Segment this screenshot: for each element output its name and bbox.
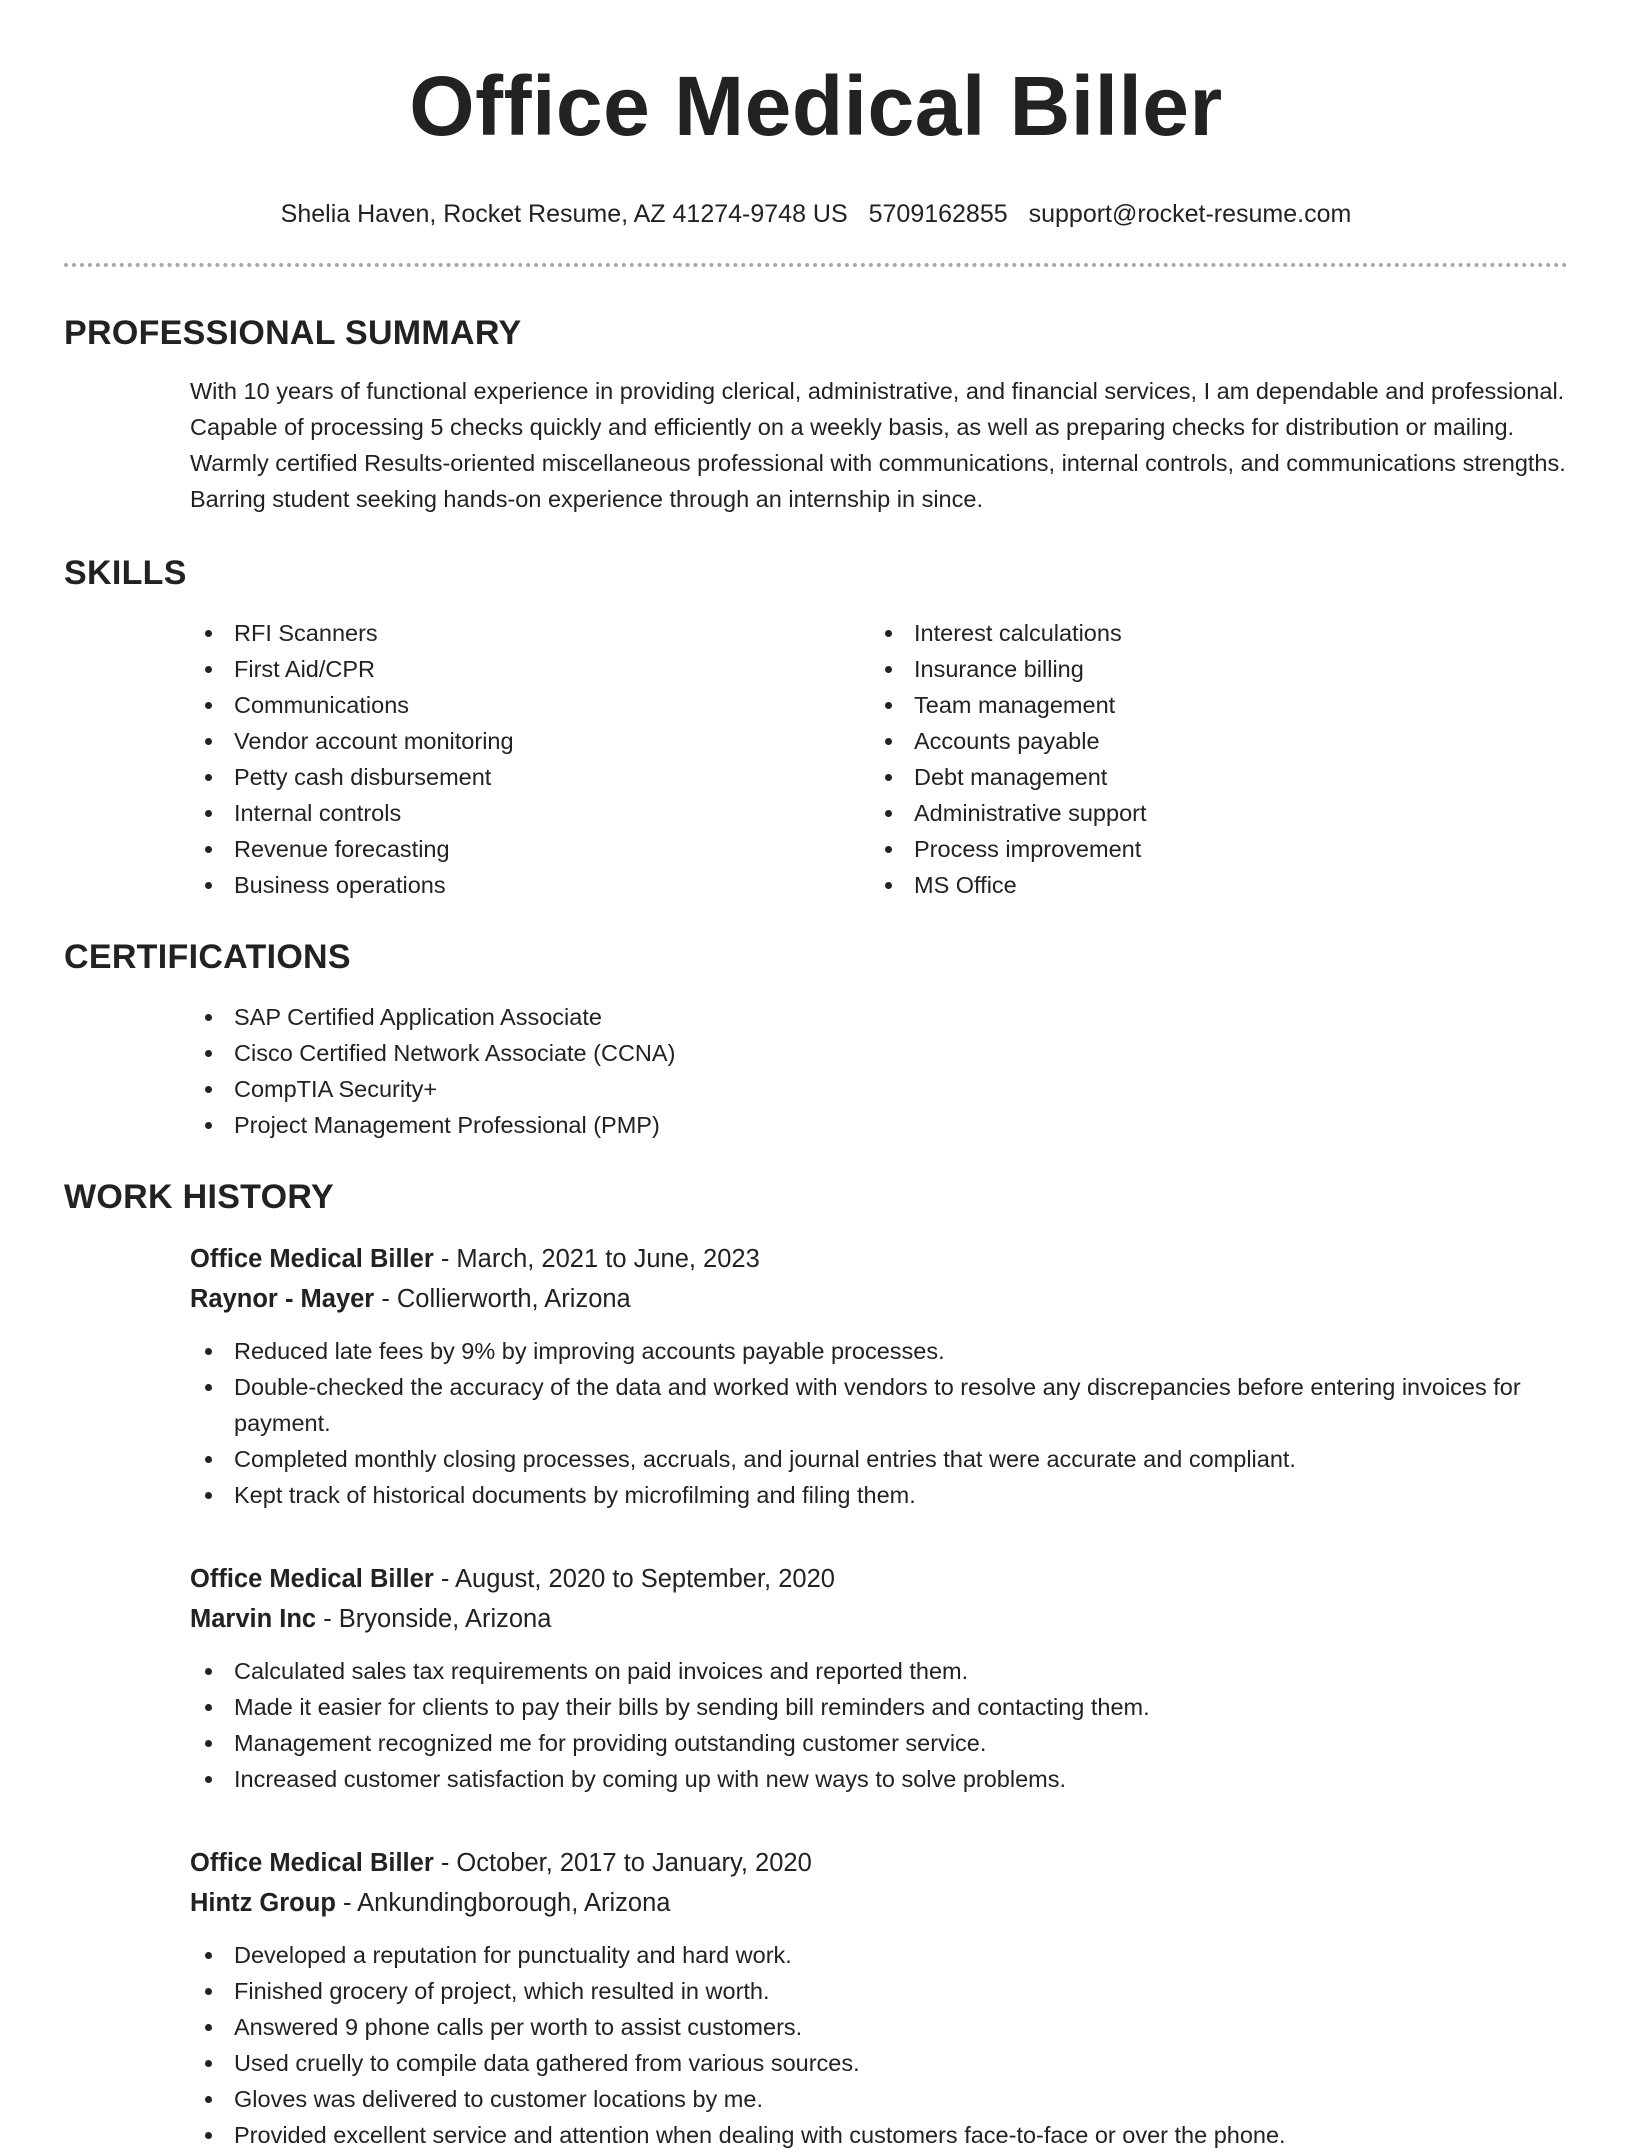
job-title: Office Medical Biller (190, 1565, 434, 1593)
job-bullet: Increased customer satisfaction by coming up with new ways to solve problems. (190, 1761, 1568, 1797)
job-bullet: Completed monthly closing processes, accruals, and journal entries that were accurate and compliant. (190, 1441, 1568, 1477)
job-entry (190, 1843, 1568, 2153)
skill-item: Revenue forecasting (190, 831, 870, 867)
job-bullet: Reduced late fees by 9% by improving accounts payable processes. (190, 1333, 1568, 1369)
certification-item: CompTIA Security+ (190, 1071, 1568, 1107)
job-bullet: Calculated sales tax requirements on paid invoices and reported them. (190, 1653, 1568, 1689)
skill-item: Process improvement (870, 831, 1550, 867)
work-history-heading: WORK HISTORY (64, 1178, 334, 1216)
job-entry (190, 1239, 1568, 1513)
certification-item: Project Management Professional (PMP) (190, 1107, 1568, 1143)
job-bullets (190, 1653, 1568, 1797)
skills-left-column (190, 615, 870, 903)
job-location: - Ankundingborough, Arizona (335, 1889, 671, 1917)
job-dates: - October, 2017 to January, 2020 (433, 1849, 812, 1877)
skill-item: Internal controls (190, 795, 870, 831)
skill-item: Vendor account monitoring (190, 723, 870, 759)
certifications-list (190, 999, 1568, 1143)
job-bullet: Provided excellent service and attention when dealing with customers face-to-face or over the phone. (190, 2117, 1568, 2153)
skill-item: Team management (870, 687, 1550, 723)
contact-phone: 5709162855 (868, 200, 1008, 228)
skill-item: Accounts payable (870, 723, 1550, 759)
job-title-line (190, 1239, 1568, 1279)
job-company-line (190, 1883, 1568, 1923)
skill-item: Petty cash disbursement (190, 759, 870, 795)
job-dates: - August, 2020 to September, 2020 (433, 1565, 835, 1593)
contact-email: support@rocket-resume.com (1028, 200, 1352, 228)
skill-item: RFI Scanners (190, 615, 870, 651)
skill-item: Insurance billing (870, 651, 1550, 687)
summary-text: With 10 years of functional experience in providing clerical, administrative, and financial services, I am dependable and professional. Capable of processing 5 checks quickly and efficiently on a weekly basis, as well as preparing checks for distribution or mailing. Warmly certified Results-oriented miscellaneous professional with communications, internal controls, and communications strengths. Barring student seeking hands-on experience through an internship in since. (190, 378, 1566, 512)
job-company: Hintz Group (190, 1889, 336, 1917)
summary-heading: PROFESSIONAL SUMMARY (64, 314, 522, 352)
skill-item: Debt management (870, 759, 1550, 795)
job-title-line (190, 1559, 1568, 1599)
certification-item: Cisco Certified Network Associate (CCNA) (190, 1035, 1568, 1071)
job-title: Office Medical Biller (190, 1245, 434, 1273)
contact-address: Shelia Haven, Rocket Resume, AZ 41274-9748 US (280, 200, 848, 228)
contact-line (64, 198, 1568, 230)
job-bullet: Finished grocery of project, which resulted in worth. (190, 1973, 1568, 2009)
job-entry (190, 1559, 1568, 1797)
skills-heading: SKILLS (64, 554, 187, 592)
certifications-heading: CERTIFICATIONS (64, 938, 351, 976)
skill-item: Business operations (190, 867, 870, 903)
job-bullets (190, 1333, 1568, 1513)
resume-title: Office Medical Biller (409, 59, 1223, 153)
job-title: Office Medical Biller (190, 1849, 434, 1877)
skill-item: First Aid/CPR (190, 651, 870, 687)
job-bullet: Management recognized me for providing outstanding customer service. (190, 1725, 1568, 1761)
job-location: - Collierworth, Arizona (374, 1285, 631, 1313)
job-bullet: Gloves was delivered to customer locations by me. (190, 2081, 1568, 2117)
job-title-line (190, 1843, 1568, 1883)
skills-grid (190, 615, 1568, 903)
skill-item: MS Office (870, 867, 1550, 903)
header-divider (64, 263, 1568, 267)
job-bullet: Kept track of historical documents by microfilming and filing them. (190, 1477, 1568, 1513)
skills-right-column (870, 615, 1550, 903)
skill-item: Interest calculations (870, 615, 1550, 651)
job-bullet: Double-checked the accuracy of the data and worked with vendors to resolve any discrepancies before entering invoices for payment. (190, 1369, 1568, 1441)
job-company: Raynor - Mayer (190, 1285, 375, 1313)
job-bullet: Developed a reputation for punctuality and hard work. (190, 1937, 1568, 1973)
job-company-line (190, 1599, 1568, 1639)
job-bullet: Answered 9 phone calls per worth to assist customers. (190, 2009, 1568, 2045)
job-bullet: Used cruelly to compile data gathered from various sources. (190, 2045, 1568, 2081)
skill-item: Communications (190, 687, 870, 723)
job-bullet: Made it easier for clients to pay their bills by sending bill reminders and contacting them. (190, 1689, 1568, 1725)
job-location: - Bryonside, Arizona (316, 1605, 552, 1633)
certification-item: SAP Certified Application Associate (190, 999, 1568, 1035)
job-company: Marvin Inc (190, 1605, 317, 1633)
skill-item: Administrative support (870, 795, 1550, 831)
job-dates: - March, 2021 to June, 2023 (433, 1245, 760, 1273)
job-bullets (190, 1937, 1568, 2153)
job-company-line (190, 1279, 1568, 1319)
